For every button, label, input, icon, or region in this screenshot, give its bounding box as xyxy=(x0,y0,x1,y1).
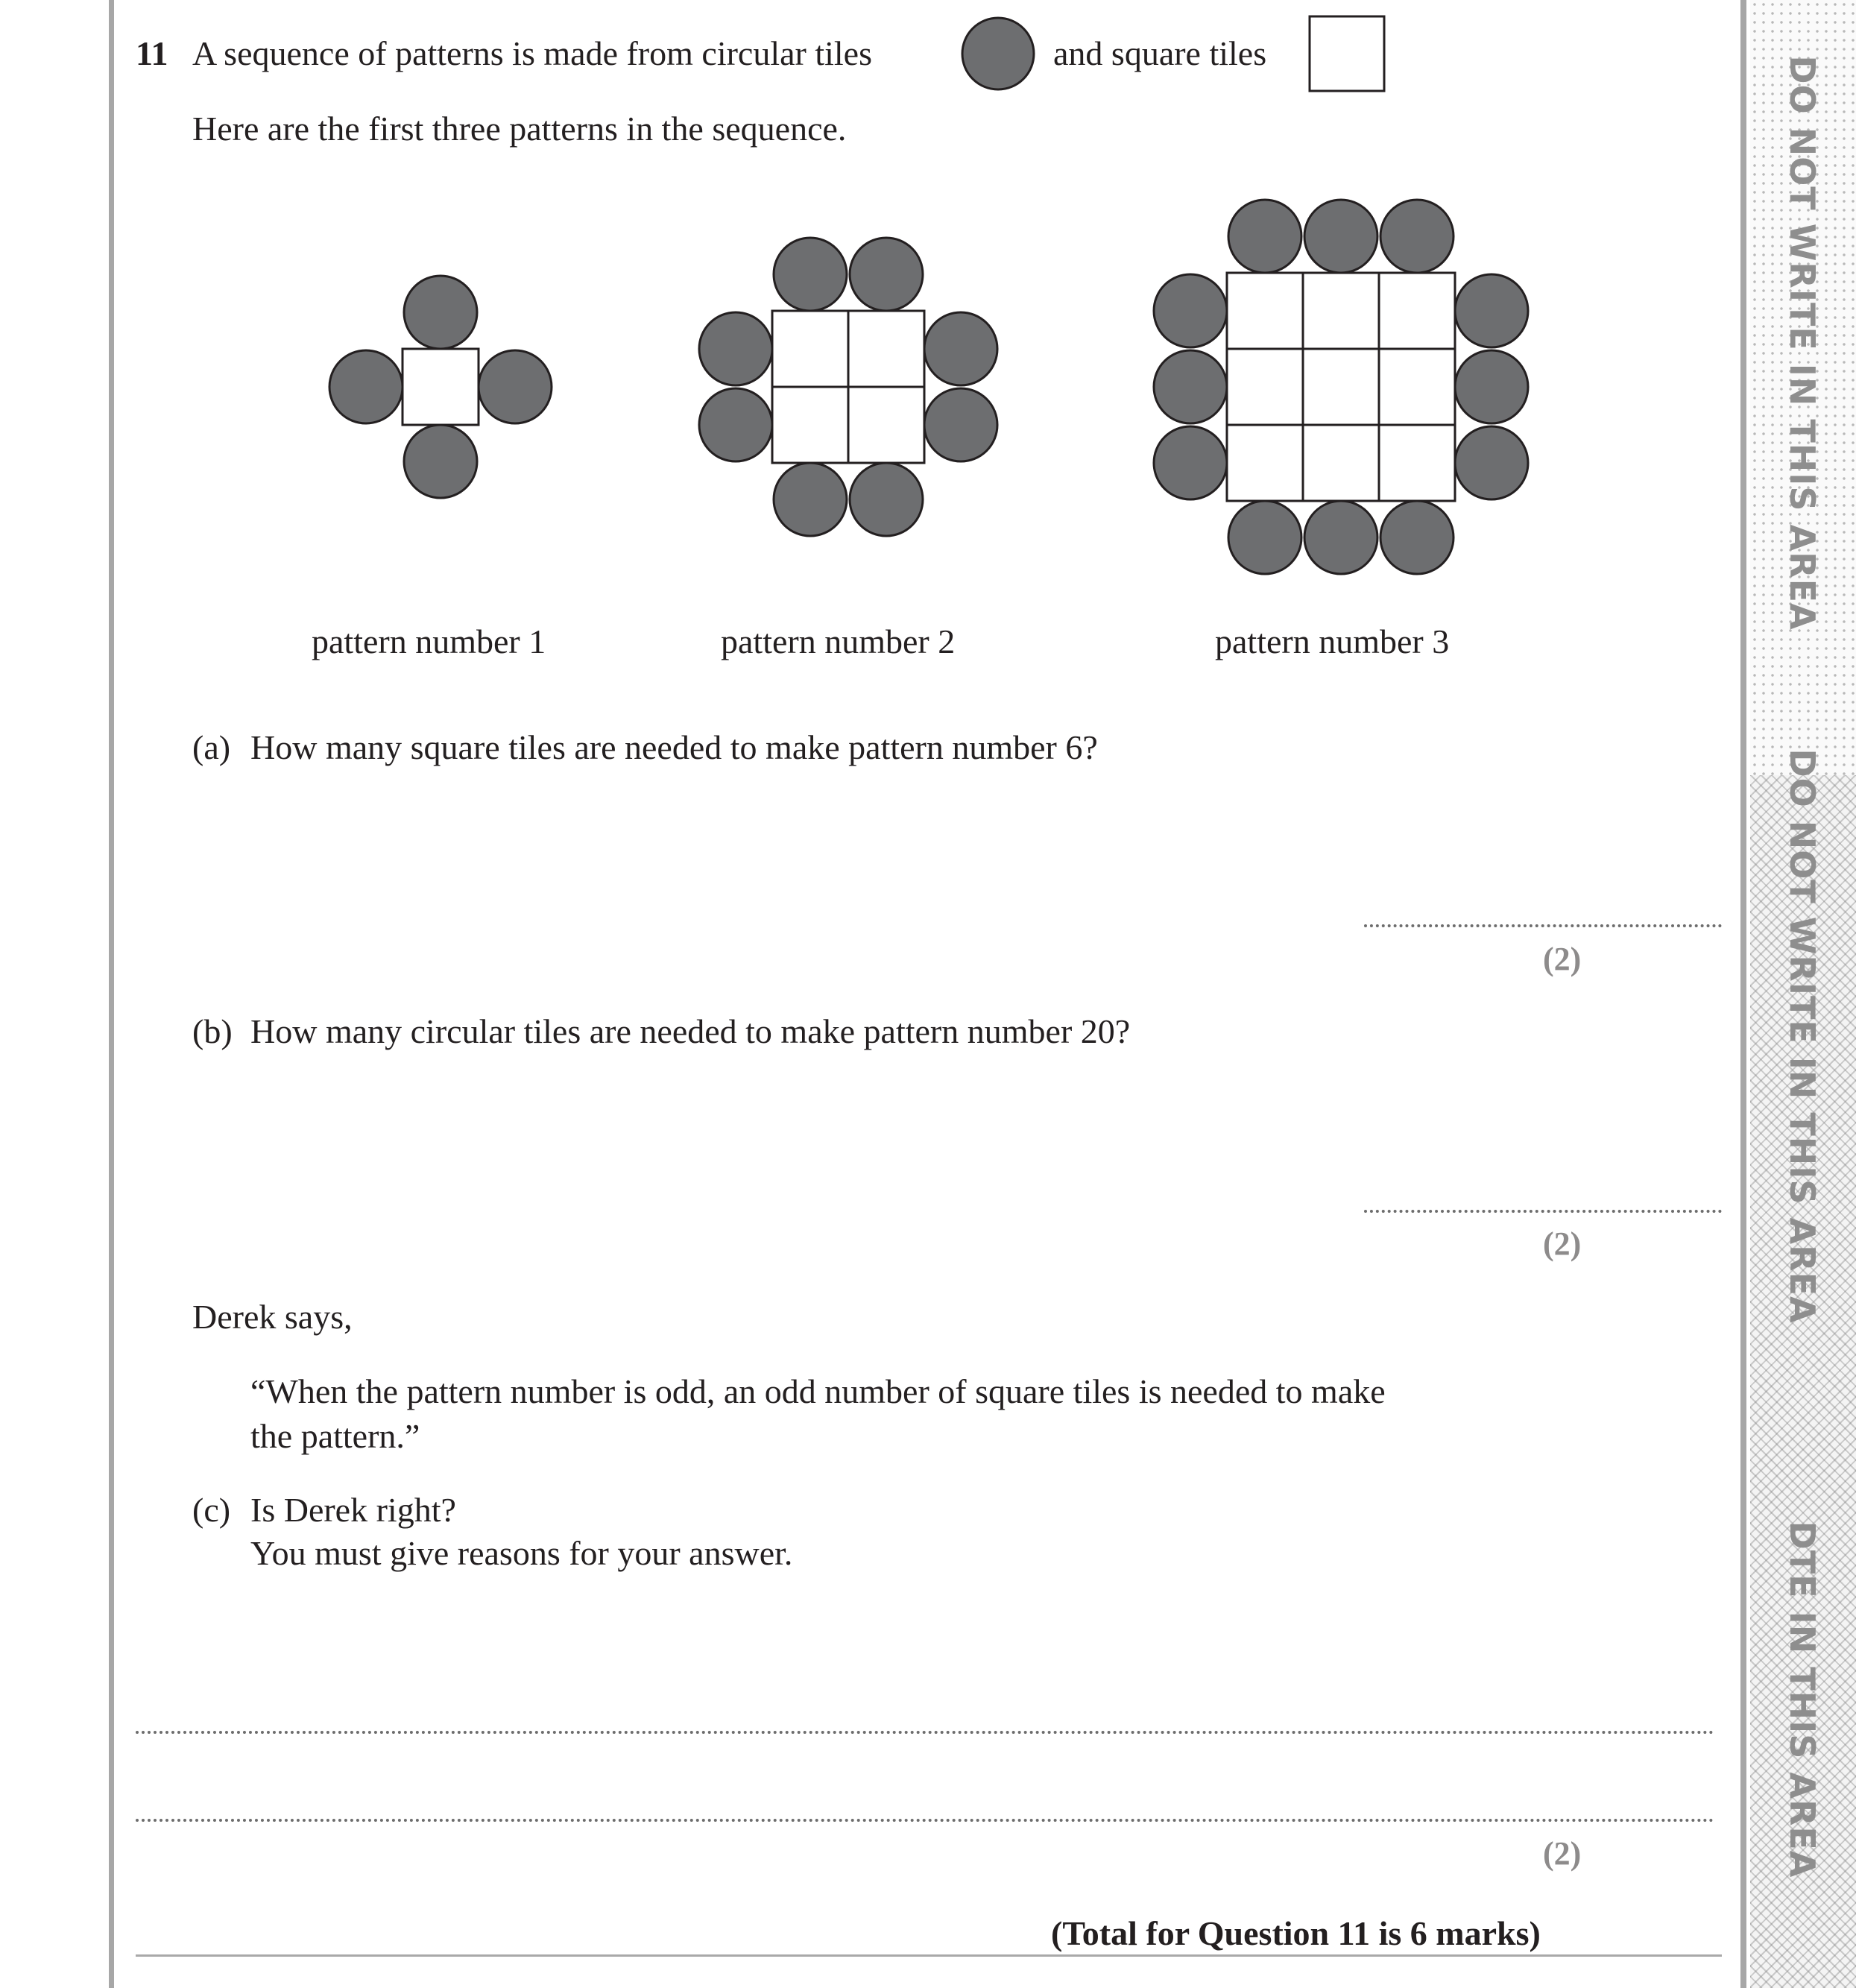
margin-warning-2: DO NOT WRITE IN THIS AREA xyxy=(1782,748,1822,1324)
square-tile xyxy=(1303,425,1379,501)
part-b-label: (b) xyxy=(192,1012,233,1050)
square-tile xyxy=(848,311,924,387)
square-tile xyxy=(1227,349,1303,425)
part-c-answer-line-1[interactable] xyxy=(136,1731,1714,1734)
part-c-label: (c) xyxy=(192,1491,231,1529)
square-tile xyxy=(1379,425,1455,501)
part-a-label: (a) xyxy=(192,728,231,766)
question-total: (Total for Question 11 is 6 marks) xyxy=(1051,1914,1541,1952)
part-a-answer-line[interactable] xyxy=(1364,924,1722,927)
circular-tile xyxy=(1154,426,1227,499)
patterns-figure xyxy=(0,0,1714,596)
square-tile xyxy=(1227,273,1303,349)
part-c-answer-line-2[interactable] xyxy=(136,1819,1714,1822)
part-b-question: How many circular tiles are needed to make pattern number 20? xyxy=(250,1012,1131,1050)
question-intro-line2: Here are the first three patterns in the sequence. xyxy=(192,110,847,148)
circular-tile xyxy=(1228,501,1301,574)
pattern-label-1: pattern number 1 xyxy=(312,622,546,660)
circular-tile xyxy=(1455,426,1528,499)
part-c-line2: You must give reasons for your answer. xyxy=(250,1534,793,1572)
circular-tile xyxy=(1154,274,1227,347)
pattern-label-2: pattern number 2 xyxy=(721,622,956,660)
part-c-line1: Is Derek right? xyxy=(250,1491,456,1529)
circular-tile xyxy=(1455,274,1528,347)
pattern-label-3: pattern number 3 xyxy=(1215,622,1450,660)
part-b-marks: (2) xyxy=(1543,1225,1582,1262)
square-tile xyxy=(1303,349,1379,425)
square-tile xyxy=(772,311,848,387)
square-tile xyxy=(1227,425,1303,501)
right-margin-rule xyxy=(1740,0,1746,1988)
circular-tile xyxy=(1455,350,1528,423)
circular-tile xyxy=(1228,200,1301,273)
circular-tile xyxy=(774,463,847,536)
circular-tile xyxy=(924,388,997,461)
part-a-question: How many square tiles are needed to make pattern number 6? xyxy=(250,728,1098,766)
circular-tile xyxy=(1154,350,1227,423)
derek-quote-line1: “When the pattern number is odd, an odd number of square tiles is needed to make xyxy=(250,1372,1386,1410)
circular-tile xyxy=(1304,501,1377,574)
derek-quote-line2: the pattern.” xyxy=(250,1417,420,1455)
square-tile xyxy=(772,387,848,463)
square-tile xyxy=(1379,349,1455,425)
part-a-marks: (2) xyxy=(1543,941,1582,977)
pattern-3 xyxy=(1154,200,1528,574)
margin-warning-3: DTE IN THIS AREA xyxy=(1782,1521,1822,1878)
circular-tile xyxy=(1380,501,1453,574)
derek-intro: Derek says, xyxy=(192,1298,353,1336)
circular-tile xyxy=(850,238,923,311)
circular-tile xyxy=(404,276,477,349)
circular-tile xyxy=(699,388,772,461)
margin-warning-1: DO NOT WRITE IN THIS AREA xyxy=(1782,55,1822,631)
circular-tile xyxy=(774,238,847,311)
circular-tile xyxy=(479,350,552,423)
circular-tile xyxy=(1304,200,1377,273)
square-tile xyxy=(1303,273,1379,349)
question-intro: A sequence of patterns is made from circular tiles xyxy=(192,34,873,72)
question-number: 11 xyxy=(136,34,168,72)
circular-tile xyxy=(699,312,772,385)
square-tile xyxy=(848,387,924,463)
square-tile xyxy=(403,349,479,425)
question-intro-square: and square tiles xyxy=(1053,34,1267,72)
circular-tile xyxy=(850,463,923,536)
circular-tile xyxy=(329,350,403,423)
pattern-2 xyxy=(699,238,997,536)
pattern-1 xyxy=(329,276,552,498)
bottom-rule xyxy=(136,1954,1722,1957)
circular-tile xyxy=(1380,200,1453,273)
circular-tile xyxy=(924,312,997,385)
part-b-answer-line[interactable] xyxy=(1364,1210,1722,1213)
square-tile xyxy=(1379,273,1455,349)
circular-tile xyxy=(404,425,477,498)
part-c-marks: (2) xyxy=(1543,1835,1582,1872)
